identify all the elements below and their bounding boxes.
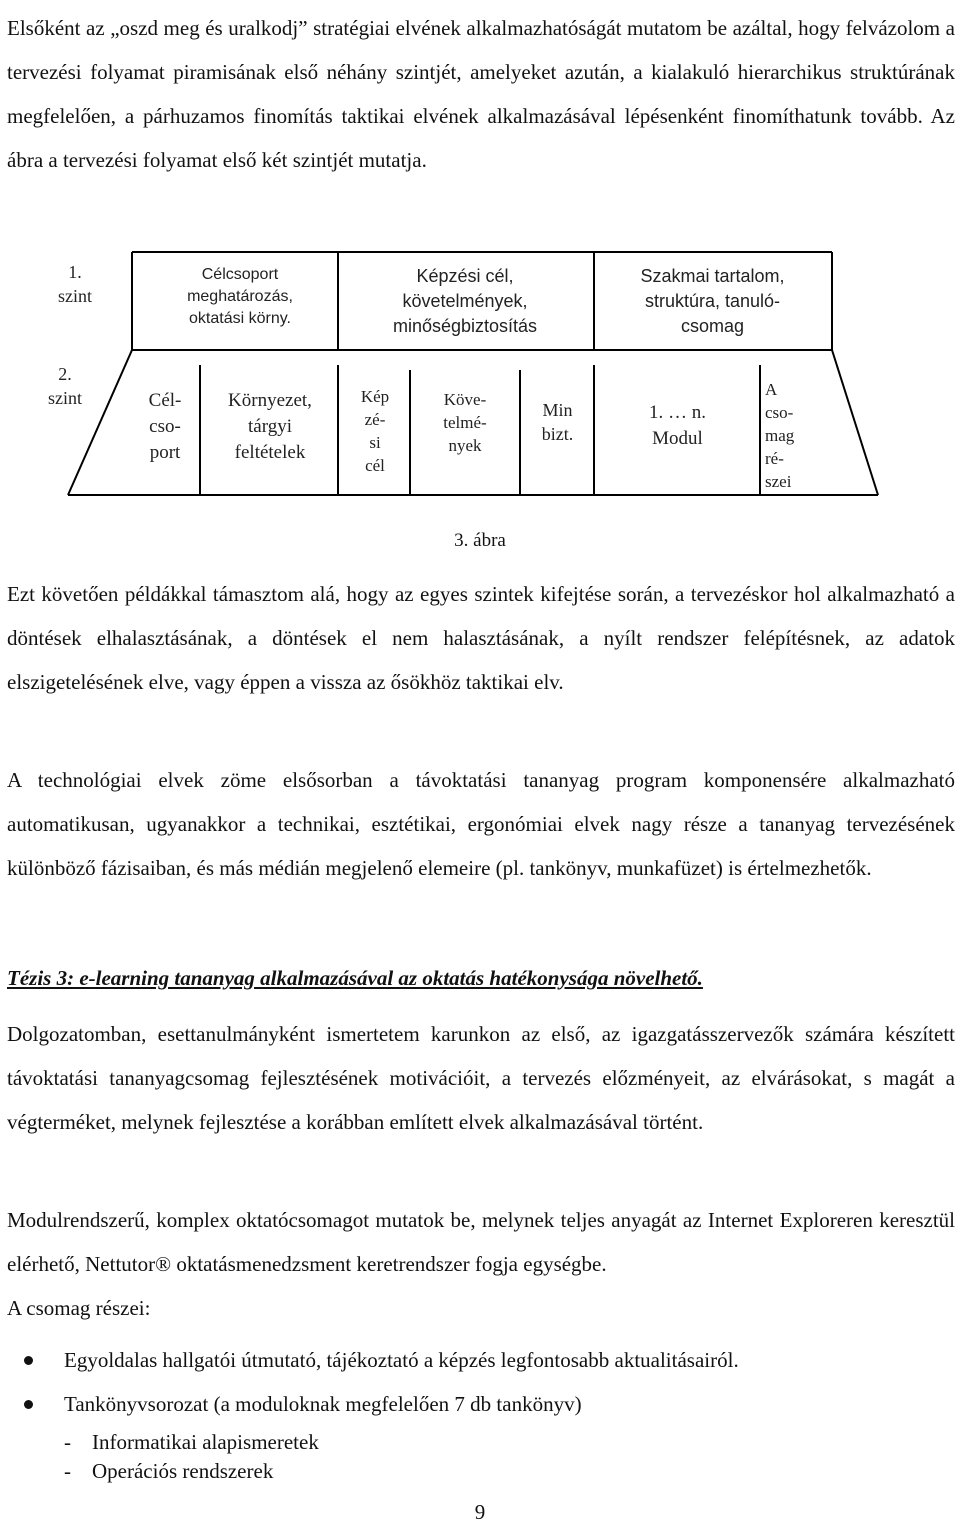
level2-cell-requirements: Köve- telmé- nyek (443, 390, 487, 455)
list-item-text: Informatikai alapismeretek (92, 1430, 319, 1454)
package-parts-list (24, 1338, 739, 1426)
level2-cell-modules: 1. … n. Modul (649, 402, 706, 449)
list-item (64, 1428, 319, 1457)
bullet-icon (24, 1356, 33, 1365)
case-study-paragraph: Dolgozatomban, esettanulmányként ismertetem karunkon az első, az igazgatásszervezők számára készített távoktatási tananyagcsomag fejlesztésének motivációit, a tervezés előzményeit, az elvárásokat, s magát a végterméket, melynek fejlesztése a korábban említett elvek alkalmazásával történt. (7, 1022, 955, 1134)
page-number: 9 (474, 1500, 486, 1524)
level2-cell-package-parts: A cso- mag ré- szei (765, 380, 795, 491)
level1-cell-training-goal: Képzési cél, követelmények, minőségbiztosítás (392, 266, 538, 336)
dash-marker: - (64, 1430, 71, 1454)
principles-paragraph: Ezt követően példákkal támasztom alá, hogy az egyes szintek kifejtése során, a tervezéskor hol alkalmazható a döntések elhalasztásának, a döntések el nem halasztásának, a nyílt rendszer felépítésnek, az adatok elszigetelésének elve, vagy éppen a vissza az ősökhöz taktikai elv. (7, 582, 955, 694)
level2-right-slope (832, 350, 878, 495)
technology-paragraph: A technológiai elvek zöme elsősorban a távoktatási tananyag program komponensére alkalmazható automatikusan, ugyanakkor a technikai, esztétikai, ergonómiai elvek nagy része a tananyag tervezésének különböző fázisaiban, és más médián megjelenő elemeire (pl. tankönyv, munkafüzet) is értelmezhetők. (7, 768, 955, 880)
level2-cell-quality: Min bizt. (541, 400, 574, 444)
textbook-list (64, 1428, 319, 1486)
intro-paragraph: Elsőként az „oszd meg és uralkodj” stratégiai elvének alkalmazhatóságát mutatom be azáltal, hogy felvázolom a tervezési folyamat piramisának első néhány szintjét, amelyeket azután, a kialakuló hierarchikus struktúrának megfelelően, a párhuzamos finomítás taktikai elvének alkalmazásával lépésenként finomíthatunk tovább. Az ábra a tervezési folyamat első két szintjét mutatja. (7, 16, 955, 172)
planning-pyramid-diagram (0, 240, 960, 520)
thesis-heading: Tézis 3: e-learning tananyag alkalmazásával az oktatás hatékonysága növelhető. (7, 966, 703, 990)
list-item (24, 1338, 739, 1382)
list-item-text: Operációs rendszerek (92, 1459, 274, 1483)
level1-cell-content: Szakmai tartalom, struktúra, tanuló- csomag (640, 266, 785, 336)
figure-caption: 3. ábra (454, 530, 506, 551)
dash-marker: - (64, 1459, 71, 1483)
level1-cell-target-group: Célcsoport meghatározás, oktatási körny. (187, 266, 293, 327)
package-parts-intro: A csomag részei: (7, 1296, 151, 1320)
bullet-icon (24, 1400, 33, 1409)
level2-cell-environment: Környezet, tárgyi feltételek (228, 390, 312, 463)
list-item (64, 1457, 319, 1486)
module-system-paragraph: Modulrendszerű, komplex oktatócsomagot mutatok be, melynek teljes anyagát az Internet Exploreren keresztül elérhető, Nettutor® oktatásmenedzsment keretrendszer fogja egységbe. (7, 1208, 955, 1276)
list-item-text: Tankönyvsorozat (a moduloknak megfelelően 7 db tankönyv) (64, 1392, 582, 1416)
level2-cell-target-group: Cél- cso- port (148, 390, 182, 463)
level1-label: 1. szint (58, 262, 92, 306)
level2-label: 2. szint (48, 364, 82, 408)
list-item (24, 1382, 739, 1426)
level2-cell-training-goal: Kép zé- si cél (360, 387, 390, 475)
list-item-text: Egyoldalas hallgatói útmutató, tájékoztató a képzés legfontosabb aktualitásairól. (64, 1348, 739, 1372)
